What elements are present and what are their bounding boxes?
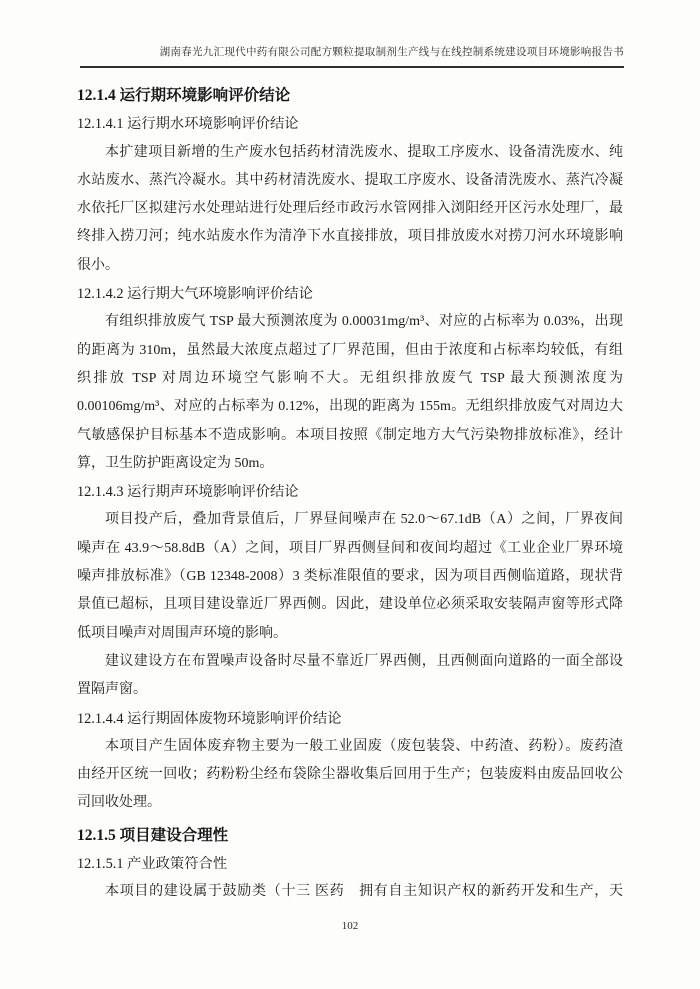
paragraph-line: 本扩建项目新增的生产废水包括药材清洗废水、提取工序废水、设备清洗废水、纯	[105, 144, 623, 160]
paragraph-line: 算，卫生防护距离设定为 50m。	[77, 455, 274, 471]
section-heading: 12.1.5 项目建设合理性	[77, 826, 229, 844]
paragraph-line: 0.00106mg/m³、对应的占标率为 0.12%，出现的距离为 155m。无组织排放废气对周边大	[77, 399, 623, 415]
paragraph-line: 有组织排放废气 TSP 最大预测浓度为 0.00031mg/m³、对应的占标率为 0.03%，出现	[105, 314, 623, 330]
paragraph-line: 景值已超标，且项目建设靠近厂界西侧。因此，建设单位必须采取安装隔声窗等形式降	[77, 597, 623, 613]
page-number: 102	[341, 920, 359, 932]
paragraph-line: 本项目产生固体废弃物主要为一般工业固废（废包装袋、中药渣、药粉）。废药渣	[105, 738, 623, 754]
paragraph-line: 的距离为 310m，虽然最大浓度点超过了厂界范围，但由于浓度和占标率均较低，有组	[77, 342, 623, 358]
paragraph-line: 织排放 TSP 对周边环境空气影响不大。无组织排放废气 TSP 最大预测浓度为	[77, 370, 623, 386]
paragraph-line: 很小。	[77, 257, 119, 273]
paragraph-line: 噪声在 43.9～58.8dB（A）之间，项目厂界西侧昼间和夜间均超过《工业企业厂界环境	[77, 540, 623, 556]
running-header: 湖南春光九汇现代中药有限公司配方颗粒提取制剂生产线与在线控制系统建设项目环境影响报告书	[80, 44, 624, 68]
subsection-heading: 12.1.4.1 运行期水环境影响评价结论	[77, 116, 299, 133]
paragraph-line: 置隔声窗。	[77, 682, 147, 698]
subsection-heading: 12.1.4.2 运行期大气环境影响评价结论	[77, 286, 313, 303]
paragraph-line: 水站废水、蒸汽冷凝水。其中药材清洗废水、提取工序废水、设备清洗废水、蒸汽冷凝	[77, 172, 623, 188]
paragraph-line: 低项目噪声对周围声环境的影响。	[77, 625, 287, 641]
subsection-heading: 12.1.4.4 运行期固体废物环境影响评价结论	[77, 710, 342, 727]
paragraph-line: 项目投产后，叠加背景值后，厂界昼间噪声在 52.0～67.1dB（A）之间，厂界夜间	[105, 512, 623, 528]
paragraph-line: 终排入捞刀河；纯水站废水作为清净下水直接排放，项目排放废水对捞刀河水环境影响	[77, 229, 623, 245]
paragraph-line: 本项目的建设属于鼓励类（十三 医药 拥有自主知识产权的新药开发和生产，天	[105, 884, 623, 900]
paragraph-line: 气敏感保护目标基本不造成影响。本项目按照《制定地方大气污染物排放标准》，经计	[77, 427, 623, 443]
document-body	[77, 82, 623, 907]
subsection-heading: 12.1.5.1 产业政策符合性	[77, 856, 228, 873]
subsection-heading: 12.1.4.3 运行期声环境影响评价结论	[77, 484, 299, 501]
paragraph-line: 噪声排放标准》（GB 12348-2008）3 类标准限值的要求，因为项目西侧临道路，现状背	[77, 569, 623, 585]
section-heading: 12.1.4 运行期环境影响评价结论	[77, 87, 291, 104]
paragraph-line: 由经开区统一回收；药粉粉尘经布袋除尘器收集后回用于生产；包装废料由废品回收公	[77, 767, 623, 783]
paragraph-line: 水依托厂区拟建污水处理站进行处理后经市政污水管网排入浏阳经开区污水处理厂，最	[77, 201, 623, 217]
paragraph-line: 司回收处理。	[77, 795, 161, 811]
paragraph-line: 建议建设方在布置噪声设备时尽量不靠近厂界西侧，且西侧面向道路的一面全部设	[105, 653, 623, 669]
